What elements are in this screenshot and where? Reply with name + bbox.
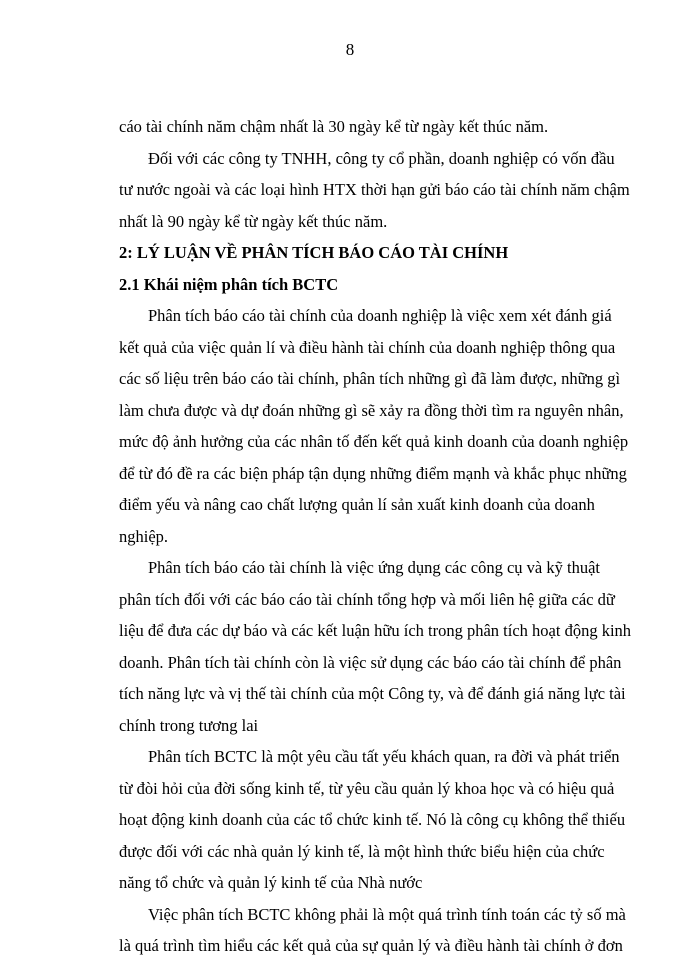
text-line: làm chưa được và dự đoán những gì sẽ xảy ra đồng thời tìm ra nguyên nhân, [119, 400, 624, 420]
text-line: cáo tài chính năm chậm nhất là 30 ngày kể từ ngày kết thúc năm. [119, 117, 549, 136]
text-line: được đối với các nhà quản lý kinh tế, là một hình thức biểu hiện của chức [119, 841, 605, 861]
text-line: tư nước ngoài và các loại hình HTX thời hạn gửi báo cáo tài chính năm chậm [119, 180, 630, 199]
text-line: mức độ ảnh hưởng của các nhân tố đến kết quả kinh doanh của doanh nghiệp [119, 432, 629, 451]
text-line: liệu để đưa các dự báo và các kết luận hữu ích trong phân tích hoạt động kinh [119, 621, 632, 640]
text-line: Phân tích BCTC là một yêu cầu tất yếu khách quan, ra đời và phát triển [148, 747, 620, 766]
text-line: hoạt động kinh doanh của các tổ chức kinh tế. Nó là công cụ không thể thiếu [119, 810, 626, 829]
text-line: kết quả của việc quản lí và điều hành tài chính của doanh nghiệp thông qua [119, 337, 616, 357]
page-number: 8 [345, 40, 355, 59]
text-line: nghiệp. [119, 526, 169, 546]
text-line: Phân tích báo cáo tài chính là việc ứng dụng các công cụ và kỹ thuật [148, 558, 601, 577]
text-line: để từ đó đề ra các biện pháp tận dụng những điểm mạnh và khắc phục những [119, 463, 627, 483]
text-line: phân tích đối với các báo cáo tài chính tổng hợp và mối liên hệ giữa các dữ [119, 589, 615, 609]
text-line: điểm yếu và nâng cao chất lượng quản lí sản xuất kinh doanh của doanh [119, 495, 595, 514]
section-heading: 2: LÝ LUẬN VỀ PHÂN TÍCH BÁO CÁO TÀI CHÍNH [119, 243, 509, 262]
text-line: là quá trình tìm hiểu các kết quả của sự quản lý và điều hành tài chính ở đơn [119, 936, 623, 955]
text-line: tích năng lực và vị thế tài chính của một Công ty, và để đánh giá năng lực tài [119, 684, 626, 703]
text-line: các số liệu trên báo cáo tài chính, phân tích những gì đã làm được, những gì [119, 369, 621, 388]
text-line: nhất là 90 ngày kể từ ngày kết thúc năm. [119, 211, 388, 231]
text-line: năng tổ chức và quản lý kinh tế của Nhà nước [119, 873, 423, 892]
text-line: Đối với các công ty TNHH, công ty cổ phần, doanh nghiệp có vốn đầu [148, 148, 615, 168]
body-text [119, 111, 632, 962]
text-line: từ đòi hỏi của đời sống kinh tế, từ yêu cầu quản lý khoa học và có hiệu quả [119, 778, 615, 798]
text-line: Phân tích báo cáo tài chính của doanh nghiệp là việc xem xét đánh giá [148, 306, 612, 325]
text-line: doanh. Phân tích tài chính còn là việc sử dụng các báo cáo tài chính để phân [119, 652, 622, 672]
text-line: Việc phân tích BCTC không phải là một quá trình tính toán các tỷ số mà [148, 904, 626, 924]
text-line: chính trong tương lai [119, 715, 259, 735]
section-heading: 2.1 Khái niệm phân tích BCTC [119, 274, 339, 294]
